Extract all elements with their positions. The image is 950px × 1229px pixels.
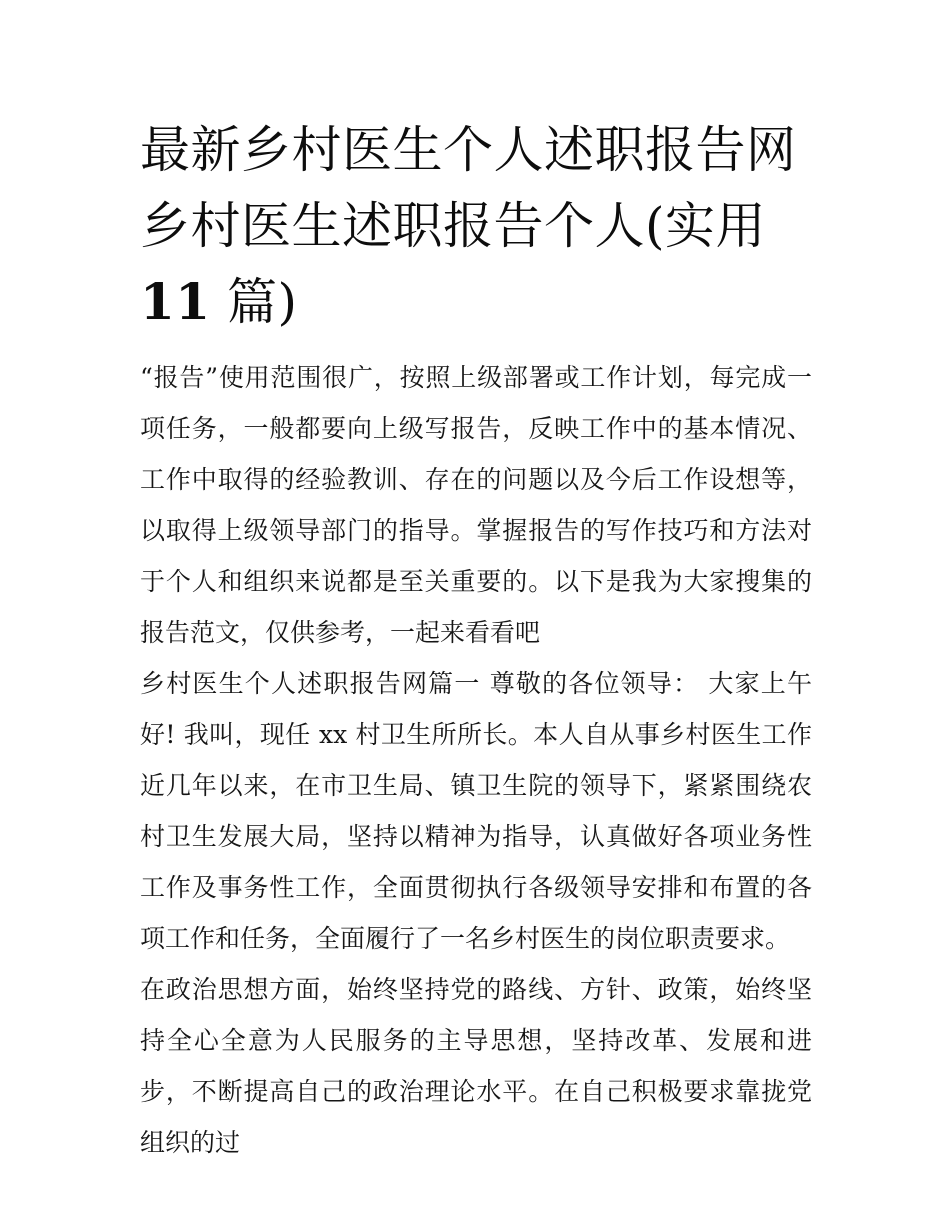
document-title (140, 112, 810, 340)
title-line-2: 乡村医生述职报告个人(实用 (140, 197, 767, 255)
paragraph-politics: 在政治思想方面，始终坚持党的路线、方针、政策，始终坚持全心全意为人民服务的主导思想，坚持改革、发展和进步，不断提高自己的政治理论水平。在自己积极要求靠拢党组织的过 (140, 975, 812, 1157)
title-line-3-rest: 篇) (210, 273, 298, 331)
title-line-1: 最新乡村医生个人述职报告网 (140, 121, 797, 179)
paragraph-intro: “报告”使用范围很广，按照上级部署或工作计划，每完成一项任务，一般都要向上级写报告，反映工作中的基本情况、工作中取得的经验教训、存在的问题以及今后工作设想等，以取得上级领导部门的指导。掌握报告的写作技巧和方法对于个人和组织来说都是至关重要的。以下是我为大家搜集的报告范文，仅供参考，一起来看看吧 (140, 363, 812, 647)
paragraph-report-start: 乡村医生个人述职报告网篇一 尊敬的各位领导： 大家上午好! 我叫，现任 xx 村卫生所所长。本人自从事乡村医生工作近几年以来，在市卫生局、镇卫生院的领导下，紧紧围绕农村卫生发展大局，坚持以精神为指导，认真做好各项业务性工作及事务性工作，全面贯彻执行各级领导安排和布置的各项工作和任务，全面履行了一名乡村医生的岗位职责要求。 (140, 669, 812, 953)
document-body (140, 352, 812, 1168)
title-line-3-number: 11 (140, 272, 211, 331)
